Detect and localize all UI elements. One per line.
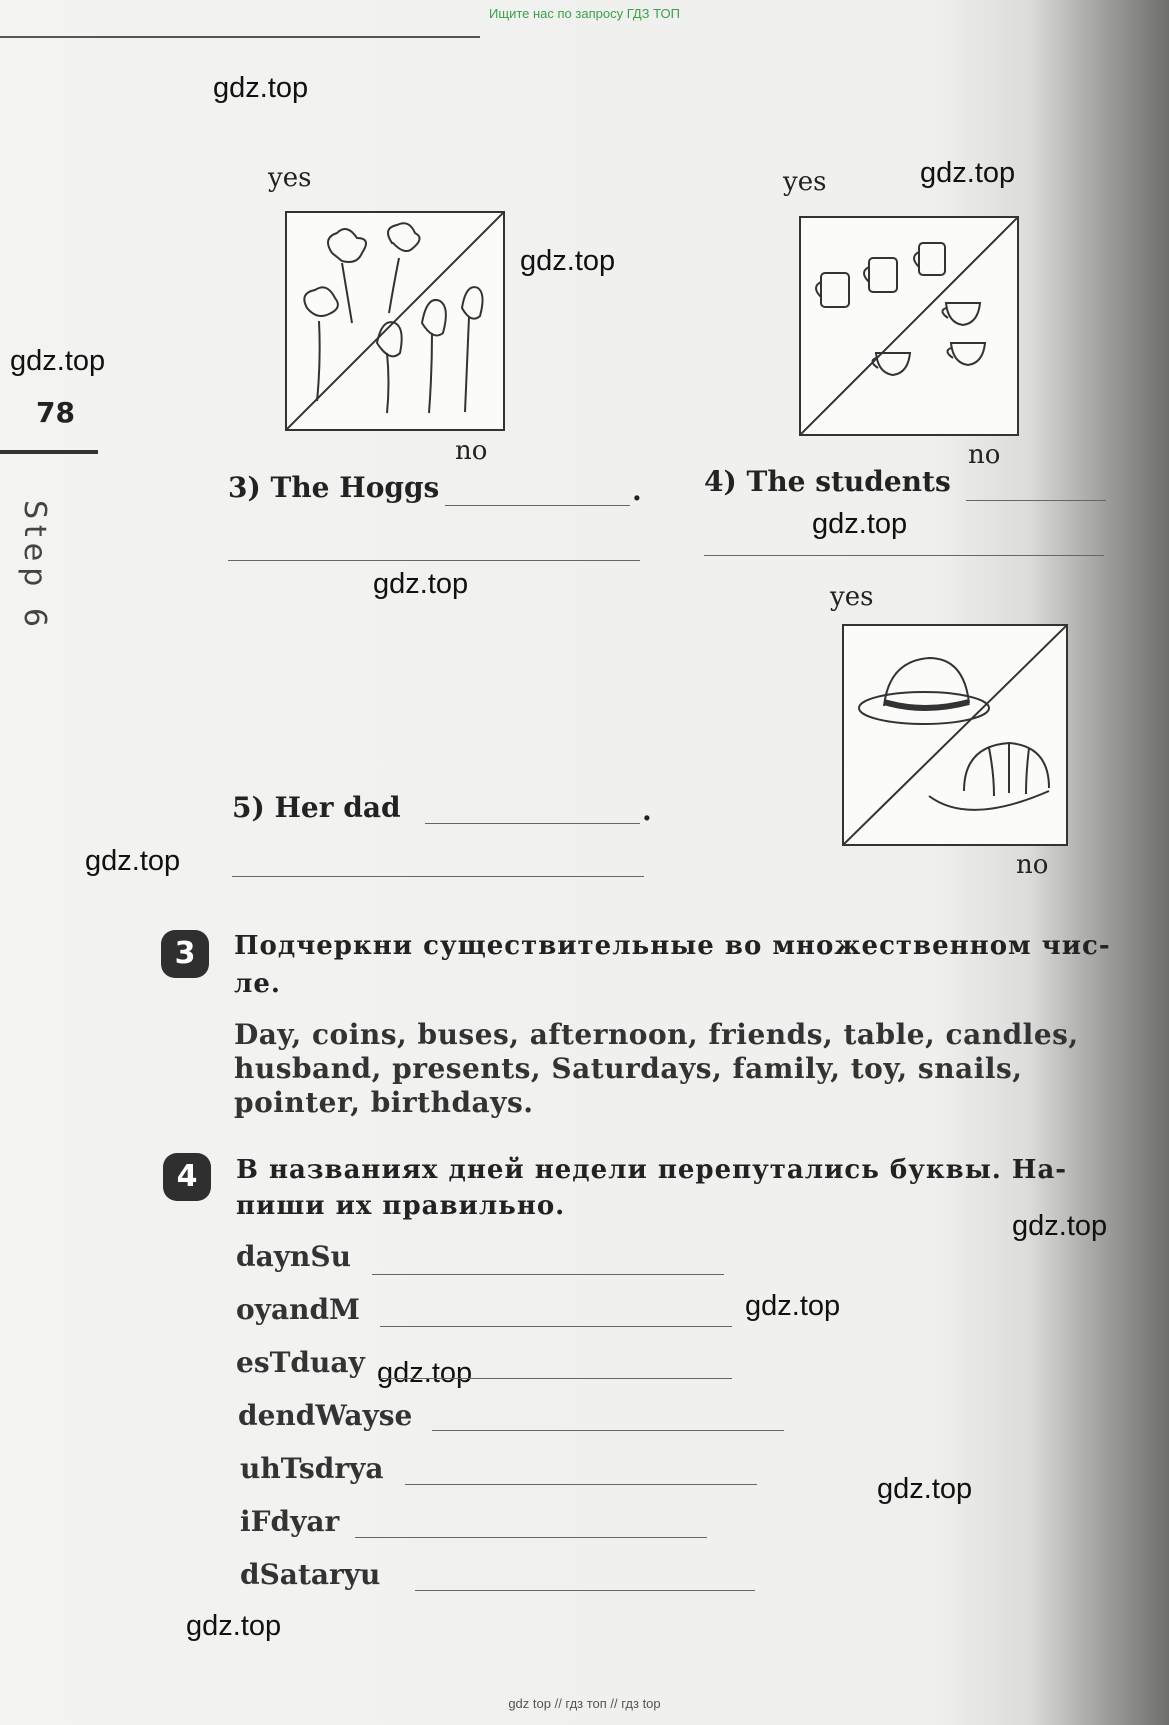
- answer-line-day[interactable]: [405, 1484, 757, 1485]
- answer-line-day[interactable]: [355, 1537, 707, 1538]
- answer-line-day[interactable]: [415, 1590, 755, 1591]
- watermark: gdz.top: [373, 568, 469, 600]
- page-number: 78: [36, 396, 75, 429]
- sentence-4: 4) The students: [704, 465, 951, 498]
- watermark: gdz.top: [377, 1357, 473, 1389]
- answer-line-3a[interactable]: [445, 505, 630, 506]
- sentence-5: 5) Her dad: [232, 791, 401, 824]
- watermark: gdz.top: [920, 157, 1016, 189]
- answer-line-4a[interactable]: [966, 500, 1106, 501]
- watermark: gdz.top: [10, 345, 106, 377]
- task-4-instruction-line2: пиши их правильно.: [236, 1191, 566, 1221]
- yes-label: yes: [783, 167, 827, 197]
- yes-label: yes: [268, 163, 312, 193]
- task-3-instruction-line2: ле.: [234, 969, 281, 999]
- task-4-instruction-line1: В названиях дней недели перепутались буквы. На-: [236, 1155, 1068, 1185]
- answer-line-day[interactable]: [372, 1274, 724, 1275]
- sentence-5-period: .: [642, 794, 652, 827]
- scrambled-word: dendWayse: [238, 1399, 413, 1432]
- watermark: gdz.top: [520, 245, 616, 277]
- task-3-instruction-line1: Подчеркни существительные во множественном чис-: [234, 931, 1111, 961]
- answer-line-day[interactable]: [380, 1326, 732, 1327]
- task-4-badge: 4: [163, 1153, 211, 1201]
- scrambled-word: iFdyar: [240, 1505, 340, 1538]
- answer-line-4b[interactable]: [704, 555, 1104, 556]
- scrambled-word: daynSu: [236, 1240, 351, 1273]
- watermark: gdz.top: [213, 72, 309, 104]
- scrambled-word: oyandM: [236, 1293, 361, 1326]
- bottom-note[interactable]: gdz top // гдз топ // гдз top: [508, 1696, 661, 1711]
- picture-roses-tulips: [285, 211, 505, 431]
- no-label: no: [455, 436, 488, 466]
- yes-label: yes: [830, 582, 874, 612]
- sentence-3-period: .: [632, 474, 642, 507]
- sentence-3: 3) The Hoggs: [228, 471, 440, 504]
- step-label: Step 6: [17, 500, 52, 633]
- top-search-note[interactable]: Ищите нас по запросу ГДЗ ТОП: [489, 6, 680, 21]
- answer-line-3b[interactable]: [228, 560, 640, 561]
- no-label: no: [1016, 850, 1049, 880]
- watermark: gdz.top: [85, 845, 181, 877]
- watermark: gdz.top: [812, 508, 908, 540]
- cups-image: [801, 218, 1017, 434]
- answer-line-day[interactable]: [432, 1430, 784, 1431]
- top-rule: [0, 36, 480, 38]
- answer-line-5a[interactable]: [425, 823, 640, 824]
- hats-image: [844, 626, 1066, 844]
- task-3-words-line1[interactable]: Day, coins, buses, afternoon, friends, table, candles,: [234, 1018, 1079, 1051]
- flowers-image: [287, 213, 503, 429]
- no-label: no: [968, 440, 1001, 470]
- scrambled-word: dSataryu: [240, 1558, 381, 1591]
- task-3-words-line3[interactable]: pointer, birthdays.: [234, 1086, 534, 1119]
- answer-line-day[interactable]: [380, 1378, 732, 1379]
- watermark: gdz.top: [877, 1473, 973, 1505]
- task-3-words-line2[interactable]: husband, presents, Saturdays, family, toy, snails,: [234, 1052, 1023, 1085]
- task-3-badge: 3: [161, 930, 209, 978]
- picture-mugs-cups: [799, 216, 1019, 436]
- watermark: gdz.top: [1012, 1210, 1108, 1242]
- page-number-rule: [0, 450, 98, 454]
- scrambled-word: uhTsdrya: [240, 1452, 384, 1485]
- watermark: gdz.top: [186, 1610, 282, 1642]
- scrambled-word: esTduay: [236, 1346, 365, 1379]
- picture-hat-cap: [842, 624, 1068, 846]
- answer-line-5b[interactable]: [232, 876, 644, 877]
- watermark: gdz.top: [745, 1290, 841, 1322]
